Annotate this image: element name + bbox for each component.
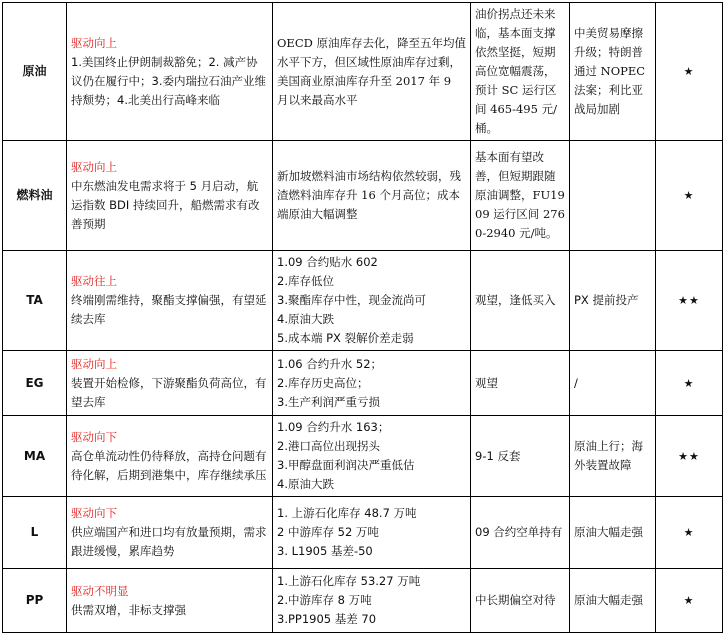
risk-cell bbox=[570, 141, 656, 251]
fundamental-item: 1. 上游石化库存 48.7 万吨 bbox=[277, 506, 417, 520]
table-row-ma bbox=[3, 416, 723, 497]
fundamental-item: 2.库存低位 bbox=[277, 274, 334, 288]
fundamental-cell bbox=[273, 497, 471, 569]
driver-text: 高仓单流动性仍待释放，高持仓问题有待化解，后期到港集中，库存继续承压 bbox=[71, 448, 267, 482]
fundamental-item: 2.中游库存 8 万吨 bbox=[277, 593, 372, 607]
fundamental-cell bbox=[273, 251, 471, 351]
risk-cell: 原油上行；海外装置故障 bbox=[570, 416, 656, 497]
risk-cell: 原油大幅走强 bbox=[570, 569, 656, 633]
commodity-name: L bbox=[3, 497, 67, 569]
table-row-crude-oil bbox=[3, 3, 723, 141]
table-row-eg bbox=[3, 351, 723, 416]
fundamental-cell: 新加坡燃料油市场结构依然较弱，残渣燃料油库存升 16 个月高位；成本端原油大幅调整 bbox=[273, 141, 471, 251]
fundamental-item: 2.港口高位出现拐头 bbox=[277, 439, 380, 453]
fundamental-item: 3.生产利润严重亏损 bbox=[277, 394, 380, 409]
fundamental-item: 3.甲醇盘面利润决严重低估 bbox=[277, 458, 415, 472]
driver-cell bbox=[67, 141, 273, 251]
risk-cell: PX 提前投产 bbox=[570, 251, 656, 351]
table-row-pp bbox=[3, 569, 723, 633]
strategy-cell: 中长期偏空对待 bbox=[471, 569, 570, 633]
fundamental-item: 3.聚酯库存中性，现金流尚可 bbox=[277, 293, 426, 307]
direction-label: 驱动向上 bbox=[71, 356, 117, 371]
fundamental-cell bbox=[273, 416, 471, 497]
direction-label: 驱动向上 bbox=[71, 159, 117, 174]
fundamental-cell: OECD 原油库存去化，降至五年均值水平下方，但区域性原油库存过剩，美国商业原油库存升至 2017 年 9 月以来最高水平 bbox=[273, 3, 471, 141]
driver-cell bbox=[67, 351, 273, 416]
direction-label: 驱动向上 bbox=[71, 35, 117, 50]
fundamental-cell bbox=[273, 569, 471, 633]
driver-text: 1.美国终止伊朗制裁豁免；2. 减产协议仍在履行中；3.委内瑞拉石油产业维持颓势；4.北美出行高峰来临 bbox=[71, 54, 266, 107]
strategy-cell: 基本面有望改善，但短期跟随原油调整，FU1909 运行区间 2760-2940 元/吨。 bbox=[471, 141, 570, 251]
table-row-fuel-oil bbox=[3, 141, 723, 251]
rating-stars: ★ bbox=[656, 3, 723, 141]
risk-cell: 中美贸易摩擦升级；特朗普通过 NOPEC 法案；利比亚战局加剧 bbox=[570, 3, 656, 141]
fundamental-item: 1.09 合约升水 163； bbox=[277, 420, 390, 434]
driver-cell bbox=[67, 497, 273, 569]
rating-stars: ★★ bbox=[656, 416, 723, 497]
rating-stars: ★ bbox=[656, 141, 723, 251]
commodity-strategy-table bbox=[2, 2, 723, 633]
fundamental-item: 3. L1905 基差-50 bbox=[277, 544, 373, 558]
fundamental-item: 1.上游石化库存 53.27 万吨 bbox=[277, 574, 421, 588]
direction-label: 驱动向下 bbox=[71, 506, 117, 520]
commodity-name: PP bbox=[3, 569, 67, 633]
rating-stars: ★★ bbox=[656, 251, 723, 351]
driver-cell bbox=[67, 416, 273, 497]
fundamental-item: 1.06 合约升水 52； bbox=[277, 356, 383, 371]
driver-cell bbox=[67, 3, 273, 141]
fundamental-item: 4.原油大跌 bbox=[277, 312, 334, 326]
strategy-cell: 观望 bbox=[471, 351, 570, 416]
rating-stars: ★ bbox=[656, 351, 723, 416]
fundamental-item: 1.09 合约贴水 602 bbox=[277, 255, 378, 269]
strategy-cell: 观望，逢低买入 bbox=[471, 251, 570, 351]
strategy-cell: 09 合约空单持有 bbox=[471, 497, 570, 569]
table-row-ta bbox=[3, 251, 723, 351]
commodity-name: 原油 bbox=[3, 3, 67, 141]
risk-cell: 原油大幅走强 bbox=[570, 497, 656, 569]
driver-text: 供需双增，非标支撑强 bbox=[71, 602, 186, 617]
fundamental-cell bbox=[273, 351, 471, 416]
fundamental-item: 5.成本端 PX 裂解价差走弱 bbox=[277, 331, 414, 345]
fundamental-item: 2 中游库存 52 万吨 bbox=[277, 525, 379, 539]
fundamental-item: 3.PP1905 基差 70 bbox=[277, 612, 377, 626]
direction-label: 驱动向下 bbox=[71, 429, 117, 444]
commodity-name: 燃料油 bbox=[3, 141, 67, 251]
rating-stars: ★ bbox=[656, 569, 723, 633]
strategy-cell: 油价拐点还未来临，基本面支撑依然坚挺，短期高位宽幅震荡，预计 SC 运行区间 465-495 元/桶。 bbox=[471, 3, 570, 141]
strategy-cell: 9-1 反套 bbox=[471, 416, 570, 497]
direction-label: 驱动不明显 bbox=[71, 583, 129, 598]
risk-cell: / bbox=[570, 351, 656, 416]
driver-cell bbox=[67, 251, 273, 351]
driver-text: 供应端国产和进口均有放量预期，需求跟进缓慢，累库趋势 bbox=[71, 525, 267, 558]
driver-text: 中东燃油发电需求将于 5 月启动，航运指数 BDI 持续回升，船燃需求有改善预期 bbox=[71, 178, 260, 231]
commodity-name: EG bbox=[3, 351, 67, 416]
commodity-name: MA bbox=[3, 416, 67, 497]
driver-cell bbox=[67, 569, 273, 633]
direction-label: 驱动往上 bbox=[71, 274, 117, 288]
fundamental-item: 4.原油大跌 bbox=[277, 477, 334, 491]
table-row-l bbox=[3, 497, 723, 569]
driver-text: 终端刚需维持，聚酯支撑偏强，有望延续去库 bbox=[71, 293, 267, 326]
driver-text: 装置开始检修，下游聚酯负荷高位，有望去库 bbox=[71, 375, 267, 409]
fundamental-item: 2.库存历史高位； bbox=[277, 375, 369, 390]
rating-stars: ★ bbox=[656, 497, 723, 569]
commodity-name: TA bbox=[3, 251, 67, 351]
